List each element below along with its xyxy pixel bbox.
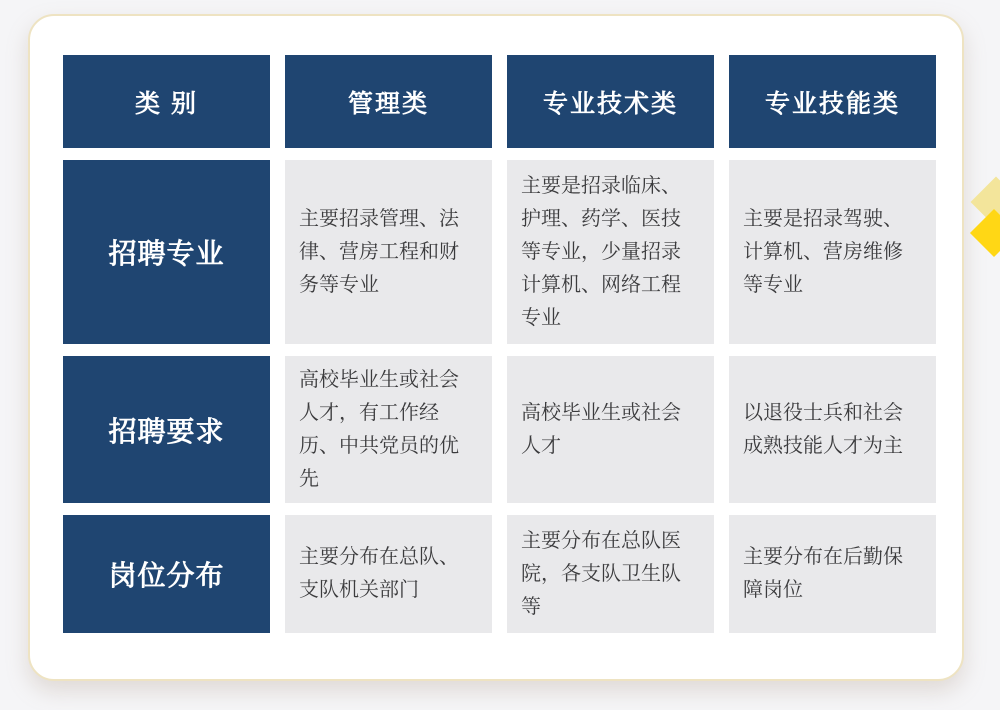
cell-distribution-skill: 主要分布在后勤保障岗位 — [729, 515, 936, 633]
cell-distribution-technical: 主要分布在总队医院，各支队卫生队等 — [507, 515, 714, 633]
cell-majors-skill: 主要是招录驾驶、计算机、营房维修等专业 — [729, 160, 936, 344]
cell-majors-management: 主要招录管理、法律、营房工程和财务等专业 — [285, 160, 492, 344]
cell-majors-technical: 主要是招录临床、护理、药学、医技等专业，少量招录计算机、网络工程专业 — [507, 160, 714, 344]
row-label-recruitment-majors: 招聘专业 — [63, 160, 270, 344]
cell-distribution-management: 主要分布在总队、支队机关部门 — [285, 515, 492, 633]
cell-requirements-management: 高校毕业生或社会人才，有工作经历、中共党员的优先 — [285, 356, 492, 503]
cell-requirements-technical: 高校毕业生或社会人才 — [507, 356, 714, 503]
category-table — [63, 55, 936, 633]
table-card — [28, 14, 964, 681]
header-management: 管理类 — [285, 55, 492, 148]
header-professional-technical: 专业技术类 — [507, 55, 714, 148]
decor-diamond-bright — [970, 209, 1000, 257]
header-professional-skill: 专业技能类 — [729, 55, 936, 148]
row-label-position-distribution: 岗位分布 — [63, 515, 270, 633]
header-category: 类 别 — [63, 55, 270, 148]
row-label-recruitment-requirements: 招聘要求 — [63, 356, 270, 503]
cell-requirements-skill: 以退役士兵和社会成熟技能人才为主 — [729, 356, 936, 503]
